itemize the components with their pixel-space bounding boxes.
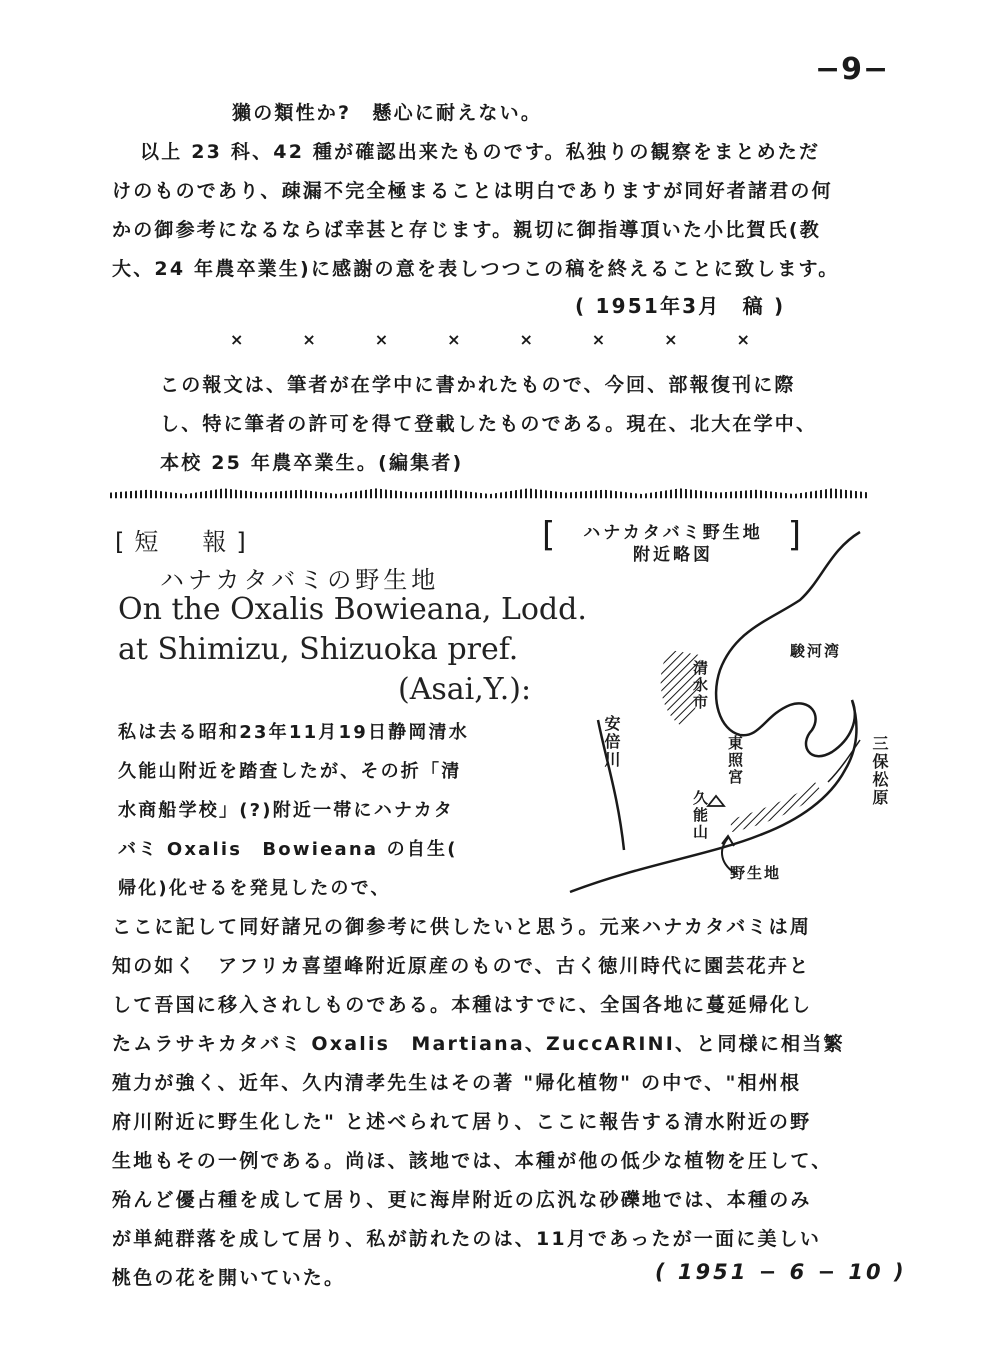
editor-note-line: 本校 25 年農卒業生。(編集者)	[160, 452, 464, 474]
report-body-left-line: バミ Oxalis Bowieana の自生(	[118, 839, 458, 860]
map-title-line-2: 附近略図	[633, 545, 713, 565]
site-hatch	[730, 782, 822, 832]
report-title-jp: ハナカタバミの野生地	[160, 566, 440, 594]
intro-date: ( 1951年3月 稿 )	[575, 294, 786, 318]
editor-note-line: し、特に筆者の許可を得て登載したものである。現在、北大在学中、	[160, 413, 818, 435]
short-report-label: [短 報]	[115, 528, 256, 556]
map-label-shrine: 東照宮	[726, 735, 744, 786]
sketch-map	[560, 520, 880, 900]
editor-note-line: この報文は、筆者が在学中に書かれたもので、今回、部報復刊に際	[160, 374, 796, 396]
pine-arrow	[828, 740, 860, 782]
map-label-bay: 駿河湾	[790, 642, 842, 660]
report-body-line: 殆んど優占種を成して居り、更に海岸附近の広汎な砂礫地では、本種のみ	[112, 1189, 812, 1211]
intro-line: けのものであり、疎漏不完全極まることは明白でありますが同好者諸君の何	[112, 180, 833, 202]
map-label-mountain: 久能山	[691, 790, 709, 841]
intro-line: かの御参考になるならば幸甚と存じます。親切に御指導頂いた小比賀氏(教	[112, 219, 821, 241]
report-body-line: して吾国に移入されしものである。本種はすでに、全国各地に蔓延帰化し	[112, 994, 813, 1016]
page-number: −9−	[815, 52, 890, 87]
separator-mark: ×	[664, 330, 678, 349]
report-date: ( 1951 − 6 − 10 )	[655, 1260, 907, 1284]
report-body-left-line: 水商船学校」(?)附近一帯にハナカタ	[118, 800, 455, 821]
report-body-line: 知の如く アフリカ喜望峰附近原産のもので、古く徳川時代に園芸花卉と	[112, 955, 811, 977]
separator-marks	[230, 330, 750, 349]
report-body-line: が単純群落を成して居り、私が訪れたのは、11月であったが一面に美しい	[112, 1228, 822, 1250]
map-title-line-1: [ ハナカタバミ野生地	[583, 523, 763, 543]
map-label-site: 野生地	[730, 864, 782, 882]
report-body-line: ここに記して同好諸兄の御参考に供したいと思う。元来ハナカタバミは周	[112, 916, 812, 938]
section-divider	[110, 487, 870, 501]
report-body-line: 桃色の花を開いていた。	[112, 1267, 346, 1289]
separator-mark: ×	[447, 330, 461, 349]
separator-mark: ×	[374, 330, 389, 349]
coastline	[570, 532, 860, 892]
report-body-line: 殖力が強く、近年、久内清孝先生はその著 "帰化植物" の中で、"相州根	[112, 1072, 802, 1094]
report-body-left-line: 久能山附近を踏査したが、その折「清	[118, 761, 462, 782]
report-title-en-2: at Shimizu, Shizuoka pref.	[118, 632, 519, 667]
report-author: (Asai,Y.):	[398, 672, 532, 707]
map-label-city: 清水市	[691, 660, 709, 711]
map-label-pine: 三保松原	[870, 735, 889, 807]
map-label-river: 安倍川	[602, 715, 621, 769]
intro-line: 大、24 年農卒業生)に感謝の意を表しつつこの稿を終えることに致します。	[112, 258, 840, 280]
separator-mark: ×	[230, 330, 244, 349]
intro-line: 以上 23 科、42 種が確認出来たものです。私独りの観察をまとめただ	[140, 141, 821, 163]
report-body-line: 府川附近に野生化した" と述べられて居り、ここに報告する清水附近の野	[112, 1111, 812, 1133]
intro-line-1: 獺の類性か? 懸心に耐えない。	[232, 102, 543, 124]
separator-mark: ×	[519, 330, 533, 349]
separator-mark: ×	[736, 330, 750, 349]
separator-mark: ×	[302, 330, 316, 349]
report-title-en-1: On the Oxalis Bowieana, Lodd.	[118, 592, 587, 627]
report-body-line: 生地もその一例である。尚ほ、該地では、本種が他の低少な植物を圧して、	[112, 1150, 833, 1172]
report-body-left-line: 帰化)化せるを発見したので、	[118, 878, 391, 899]
separator-mark: ×	[591, 330, 606, 349]
report-body-left-line: 私は去る昭和23年11月19日静岡清水	[118, 722, 469, 743]
report-body-line: たムラサキカタバミ Oxalis Martiana、ZuccARINI、と同様に相当繁	[112, 1033, 845, 1055]
